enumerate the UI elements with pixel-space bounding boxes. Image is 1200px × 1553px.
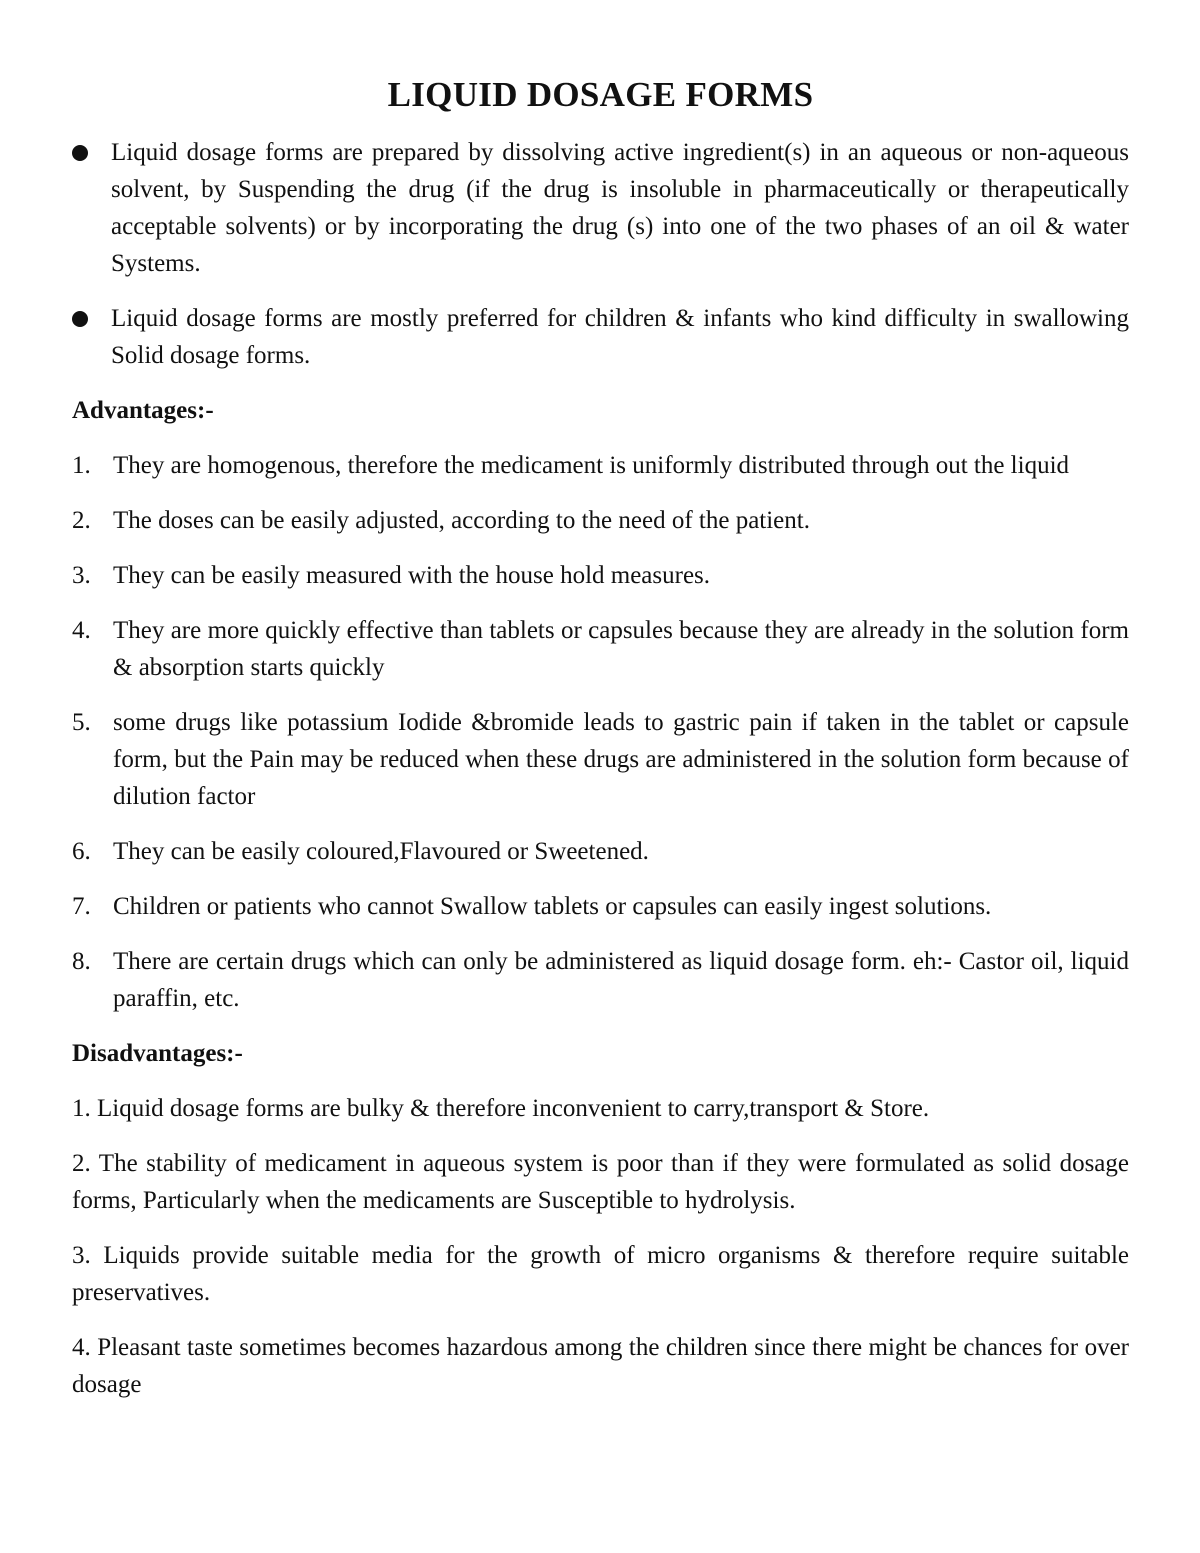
advantage-item <box>72 447 1129 484</box>
intro-bullet-item <box>72 300 1129 374</box>
advantage-item <box>72 704 1129 815</box>
list-number: 4. <box>72 617 91 644</box>
intro-bullet-text: Liquid dosage forms are mostly preferred for children & infants who kind difficulty in swallowing Solid dosage forms. <box>111 305 1129 369</box>
disadvantage-item: 4. Pleasant taste sometimes becomes hazardous among the children since there might be chances for over dosage <box>72 1334 1129 1398</box>
list-number: 3. <box>72 562 91 589</box>
list-number: 2. <box>72 507 91 534</box>
list-number: 7. <box>72 893 91 920</box>
list-number: 6. <box>72 838 91 865</box>
bullet-dot-icon <box>72 145 88 161</box>
list-number: 5. <box>72 709 91 736</box>
advantage-item <box>72 557 1129 594</box>
disadvantages-list <box>72 1090 1129 1403</box>
advantage-item <box>72 612 1129 686</box>
advantage-text: some drugs like potassium Iodide &bromide leads to gastric pain if taken in the tablet or capsule form, but the Pain may be reduced when these drugs are administered in the solution form because of dilution factor <box>113 709 1129 810</box>
list-number: 1. <box>72 452 91 479</box>
advantage-text: They are homogenous, therefore the medicament is uniformly distributed through out the liquid <box>113 452 1070 479</box>
advantage-item <box>72 943 1129 1017</box>
advantage-item <box>72 502 1129 539</box>
advantage-text: They are more quickly effective than tablets or capsules because they are already in the solution form & absorption starts quickly <box>113 617 1129 681</box>
advantages-heading: Advantages:- <box>72 397 214 424</box>
advantages-list <box>72 447 1129 1017</box>
advantage-text: Children or patients who cannot Swallow tablets or capsules can easily ingest solutions. <box>113 893 992 920</box>
bullet-dot-icon <box>72 311 88 327</box>
advantage-text: There are certain drugs which can only be administered as liquid dosage form. eh:- Castor oil, liquid paraffin, etc. <box>113 948 1129 1012</box>
intro-bullet-item <box>72 134 1129 282</box>
intro-bullet-list <box>72 134 1129 374</box>
intro-bullet-text: Liquid dosage forms are prepared by dissolving active ingredient(s) in an aqueous or non-aqueous solvent, by Suspending the drug (if the drug is insoluble in pharmaceutically or therapeutically acceptable solvents) or by incorporating the drug (s) into one of the two phases of an oil & water Systems. <box>111 139 1129 277</box>
disadvantage-item: 3. Liquids provide suitable media for the growth of micro organisms & therefore require suitable preservatives. <box>72 1242 1129 1306</box>
disadvantages-heading: Disadvantages:- <box>72 1040 243 1067</box>
list-number: 8. <box>72 948 91 975</box>
advantage-item <box>72 888 1129 925</box>
disadvantage-item: 2. The stability of medicament in aqueous system is poor than if they were formulated as solid dosage forms, Particularly when the medicaments are Susceptible to hydrolysis. <box>72 1150 1129 1214</box>
advantage-text: They can be easily measured with the house hold measures. <box>113 562 711 589</box>
advantage-item <box>72 833 1129 870</box>
disadvantage-item: 1. Liquid dosage forms are bulky & therefore inconvenient to carry,transport & Store. <box>72 1095 930 1122</box>
document-page <box>72 68 1129 1421</box>
advantage-text: They can be easily coloured,Flavoured or Sweetened. <box>113 838 649 865</box>
advantage-text: The doses can be easily adjusted, according to the need of the patient. <box>113 507 810 534</box>
page-title: LIQUID DOSAGE FORMS <box>387 75 814 114</box>
